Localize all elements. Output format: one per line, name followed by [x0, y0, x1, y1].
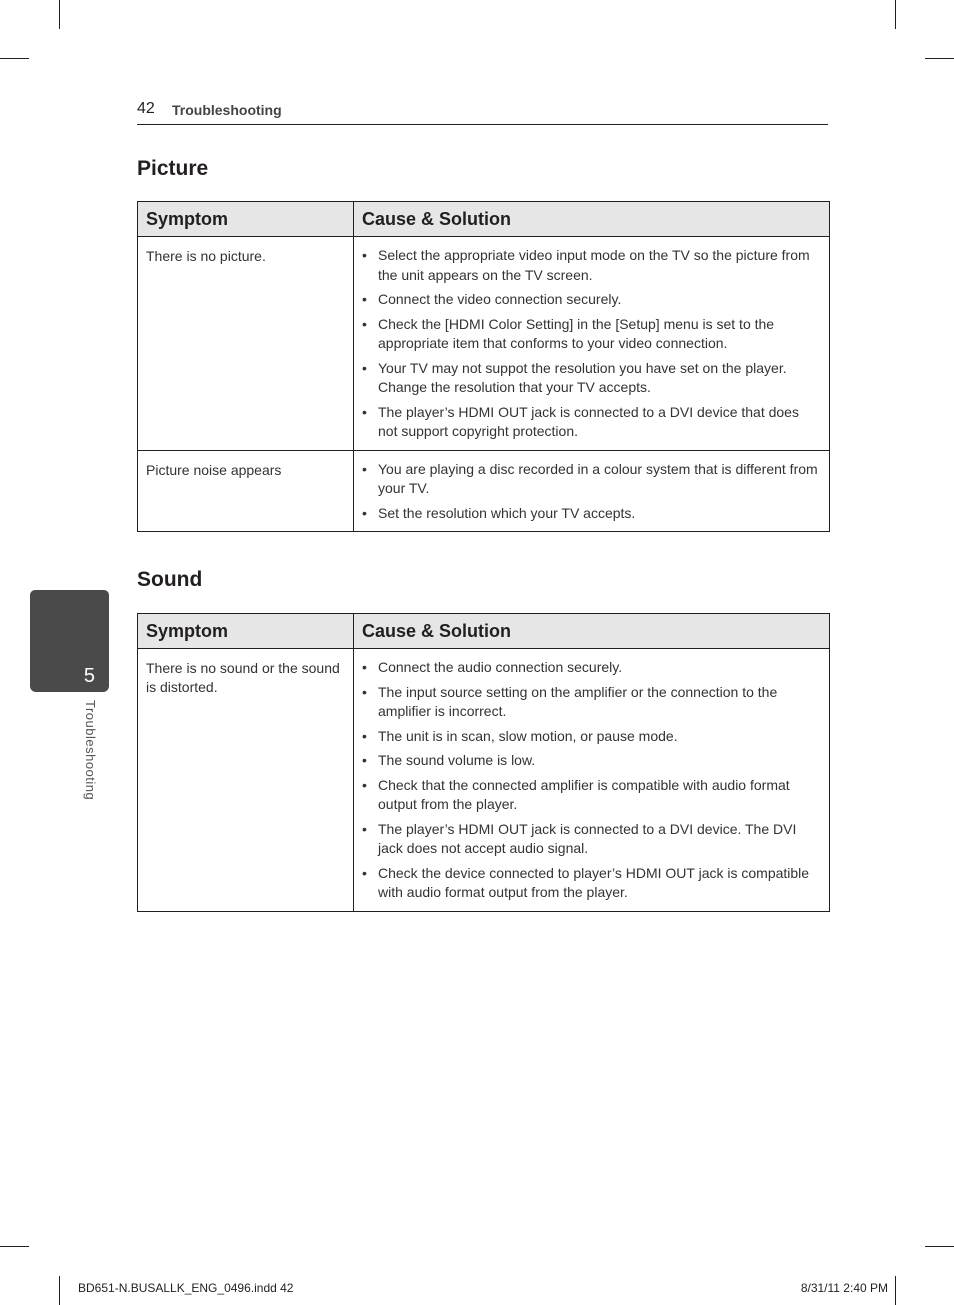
list-item: • The input source setting on the amplifier or the connection to the amplifier is incorrect.	[362, 683, 821, 722]
list-item: • Your TV may not suppot the resolution you have set on the player. Change the resolution that your TV accepts.	[362, 359, 821, 398]
table-row	[138, 649, 830, 912]
cause-cell	[354, 237, 830, 451]
column-header-symptom: Symptom	[138, 202, 354, 237]
table-row	[138, 450, 830, 532]
chapter-tab	[30, 590, 109, 692]
picture-table	[137, 201, 830, 532]
crop-mark	[59, 0, 60, 29]
chapter-label: Troubleshooting	[83, 700, 98, 801]
crop-mark	[0, 58, 29, 59]
crop-mark	[895, 0, 896, 29]
column-header-cause: Cause & Solution	[354, 614, 830, 649]
symptom-cell: There is no picture.	[138, 237, 354, 451]
chapter-number: 5	[83, 665, 95, 687]
list-item: • Connect the video connection securely.	[362, 290, 821, 310]
symptom-cell: There is no sound or the sound is distorted.	[138, 649, 354, 912]
list-item: • Check the device connected to player’s HDMI OUT jack is compatible with audio format output from the player.	[362, 864, 821, 903]
crop-mark	[925, 58, 954, 59]
list-item: • Connect the audio connection securely.	[362, 658, 821, 678]
footer-file-info: BD651-N.BUSALLK_ENG_0496.indd 42	[78, 1281, 294, 1295]
crop-mark	[59, 1276, 60, 1305]
crop-mark	[925, 1246, 954, 1247]
column-header-symptom: Symptom	[138, 614, 354, 649]
table-row	[138, 237, 830, 451]
sound-table	[137, 613, 830, 912]
list-item: • Check that the connected amplifier is compatible with audio format output from the player.	[362, 776, 821, 815]
footer-timestamp: 8/31/11 2:40 PM	[800, 1281, 888, 1295]
running-title: Troubleshooting	[172, 102, 282, 118]
cause-cell	[354, 649, 830, 912]
list-item: • Select the appropriate video input mode on the TV so the picture from the unit appears on the TV screen.	[362, 246, 821, 285]
page-number: 42	[137, 100, 155, 117]
symptom-cell: Picture noise appears	[138, 450, 354, 532]
list-item: • Set the resolution which your TV accepts.	[362, 504, 821, 524]
list-item: • You are playing a disc recorded in a colour system that is different from your TV.	[362, 460, 821, 499]
cause-list	[362, 460, 821, 524]
list-item: • The sound volume is low.	[362, 751, 821, 771]
list-item: • The player’s HDMI OUT jack is connected to a DVI device that does not support copyright protection.	[362, 403, 821, 442]
list-item: • Check the [HDMI Color Setting] in the [Setup] menu is set to the appropriate item that conforms to your video connection.	[362, 315, 821, 354]
list-item: • The player’s HDMI OUT jack is connected to a DVI device. The DVI jack does not accept audio signal.	[362, 820, 821, 859]
section-title-sound: Sound	[137, 568, 203, 591]
column-header-cause: Cause & Solution	[354, 202, 830, 237]
list-item: • The unit is in scan, slow motion, or pause mode.	[362, 727, 821, 747]
cause-cell	[354, 450, 830, 532]
crop-mark	[0, 1246, 29, 1247]
section-title-picture: Picture	[137, 157, 209, 180]
page-header	[137, 98, 828, 125]
cause-list	[362, 246, 821, 442]
crop-mark	[895, 1276, 896, 1305]
cause-list	[362, 658, 821, 903]
